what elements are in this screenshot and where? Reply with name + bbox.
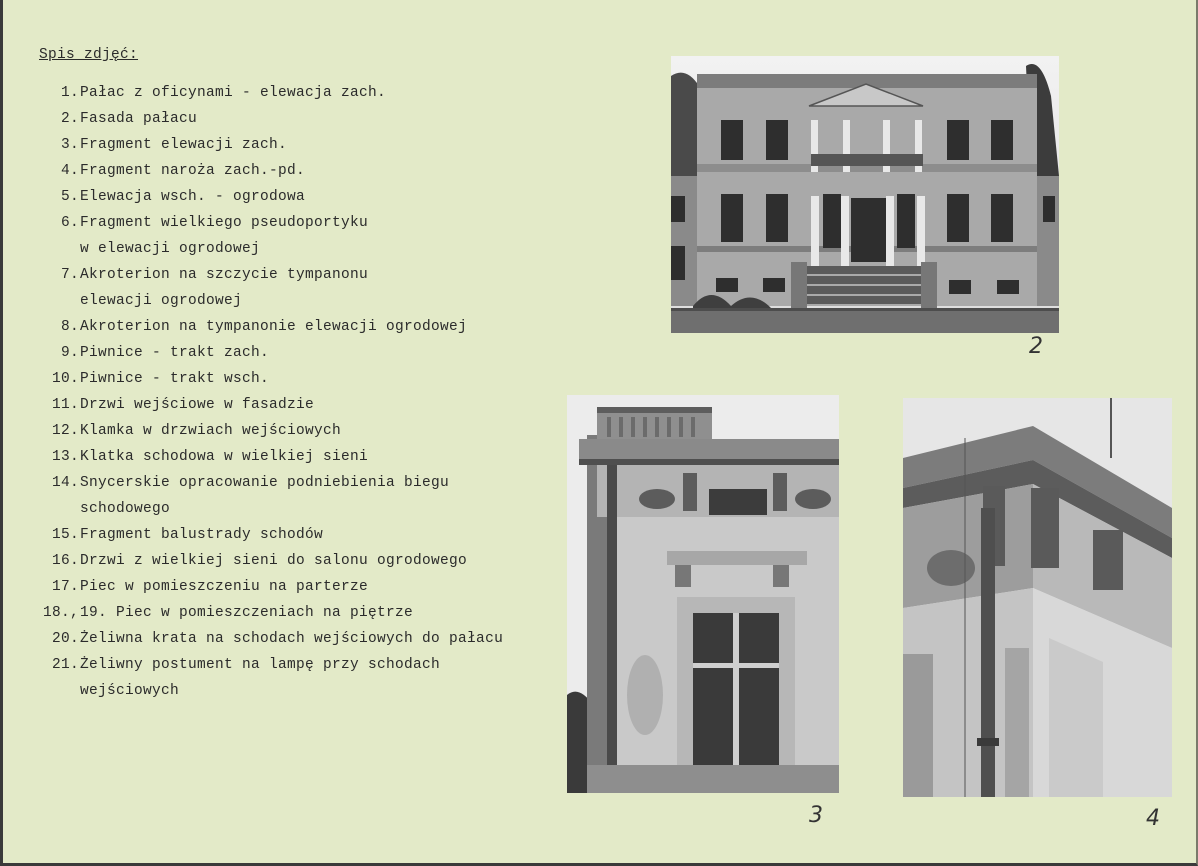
photo-list <box>36 80 576 704</box>
list-item-number: 9. <box>60 345 79 361</box>
list-item-number: 3. <box>60 137 79 153</box>
list-item-number: 13. <box>51 449 79 465</box>
list-item-text: Fragment naroża zach.-pd. <box>80 163 306 179</box>
list-item <box>36 262 576 288</box>
list-item-number: 4. <box>60 163 79 179</box>
list-item <box>36 366 576 392</box>
list-item <box>36 522 576 548</box>
photo-west-elevation-fragment <box>567 395 839 793</box>
list-item-number: 8. <box>60 319 79 335</box>
list-item <box>36 340 576 366</box>
list-item-continuation: w elewacji ogrodowej <box>80 241 261 257</box>
list-item <box>36 652 576 678</box>
list-item-text: Fragment balustrady schodów <box>80 527 324 543</box>
list-item-number: 14. <box>51 475 79 491</box>
list-item <box>36 392 576 418</box>
list-item-text: Żeliwna krata na schodach wejściowych do pałacu <box>80 631 504 647</box>
list-item-number: 2. <box>60 111 79 127</box>
list-item <box>36 444 576 470</box>
photo-number-4: 4 <box>1146 806 1160 831</box>
list-item-text: Snycerskie opracowanie podniebienia biegu <box>80 475 450 491</box>
list-item-text: Drzwi wejściowe w fasadzie <box>80 397 315 413</box>
list-item <box>36 418 576 444</box>
list-heading: Spis zdjęć: <box>39 47 139 63</box>
list-item-text: Piwnice - trakt wsch. <box>80 371 270 387</box>
list-item <box>36 626 576 652</box>
list-item <box>36 184 576 210</box>
list-item-number: 18., <box>42 605 79 621</box>
list-item-text: Piec w pomieszczeniu na parterze <box>80 579 369 595</box>
list-item-text: Klamka w drzwiach wejściowych <box>80 423 342 439</box>
list-item-text: Drzwi z wielkiej sieni do salonu ogrodowego <box>80 553 468 569</box>
photo-corner-fragment <box>903 398 1172 797</box>
photo-number-3: 3 <box>809 803 823 828</box>
list-item-text: Fragment wielkiego pseudoportyku <box>80 215 369 231</box>
list-item <box>36 288 576 314</box>
list-item <box>36 548 576 574</box>
list-item-text: Piwnice - trakt zach. <box>80 345 270 361</box>
list-item-number: 21. <box>51 657 79 673</box>
list-item <box>36 80 576 106</box>
list-item <box>36 236 576 262</box>
list-item-continuation: elewacji ogrodowej <box>80 293 243 309</box>
list-item-number: 10. <box>51 371 79 387</box>
list-item-number: 17. <box>51 579 79 595</box>
list-item-text: Klatka schodowa w wielkiej sieni <box>80 449 369 465</box>
photo-number-2: 2 <box>1029 334 1043 359</box>
list-item-number: 12. <box>51 423 79 439</box>
photo-palace-facade <box>671 56 1059 333</box>
list-item <box>36 314 576 340</box>
list-item-text: Fragment elewacji zach. <box>80 137 288 153</box>
list-item <box>36 132 576 158</box>
list-item-continuation: wejściowych <box>80 683 180 699</box>
list-item <box>36 678 576 704</box>
list-item-text: 19. Piec w pomieszczeniach na piętrze <box>80 605 414 621</box>
list-item-number: 15. <box>51 527 79 543</box>
list-item-number: 1. <box>60 85 79 101</box>
list-item-text: Fasada pałacu <box>80 111 198 127</box>
list-item-text: Akroterion na tympanonie elewacji ogrodowej <box>80 319 468 335</box>
list-item <box>36 210 576 236</box>
list-item-text: Elewacja wsch. - ogrodowa <box>80 189 306 205</box>
list-item <box>36 600 576 626</box>
list-item <box>36 158 576 184</box>
list-item-number: 5. <box>60 189 79 205</box>
list-item-text: Żeliwny postument na lampę przy schodach <box>80 657 441 673</box>
list-item-number: 16. <box>51 553 79 569</box>
list-item-number: 6. <box>60 215 79 231</box>
list-item-text: Akroterion na szczycie tympanonu <box>80 267 369 283</box>
list-item-number: 11. <box>51 397 79 413</box>
list-item <box>36 496 576 522</box>
list-item-continuation: schodowego <box>80 501 171 517</box>
list-item-number: 7. <box>60 267 79 283</box>
list-item-number: 20. <box>51 631 79 647</box>
list-item <box>36 574 576 600</box>
list-item <box>36 106 576 132</box>
list-item <box>36 470 576 496</box>
list-item-text: Pałac z oficynami - elewacja zach. <box>80 85 387 101</box>
